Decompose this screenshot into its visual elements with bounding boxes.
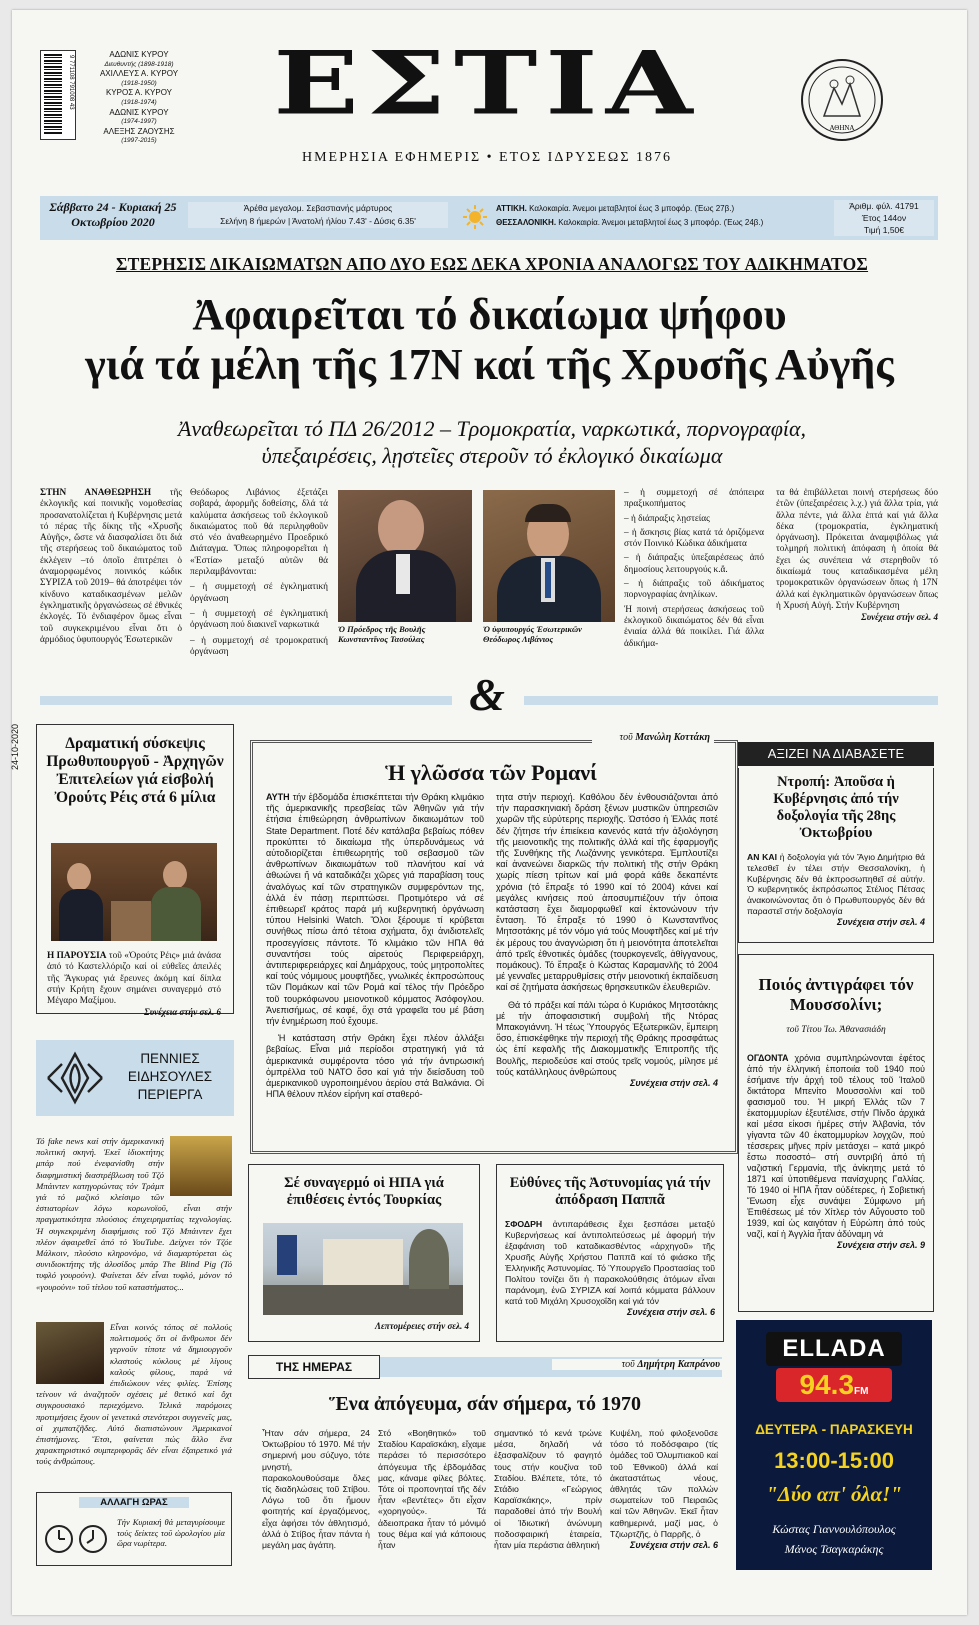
weather-text: Καλοκαιρία. Άνεμοι μεταβλητοί έως 3 μποφόρ. (Έως 27β.) [529, 204, 735, 213]
ad-brand: ELLADA [766, 1332, 902, 1366]
caption-line: Κωνσταντῖνος Τασούλας [338, 634, 425, 644]
date-box [44, 200, 182, 230]
newspaper-page [12, 10, 967, 1615]
drop-lead: Η ΠΑΡΟΥΣΙΑ [47, 951, 107, 961]
drop-lead: ΑΥΤΗ [266, 792, 290, 802]
lead-text: Θεόδωρος Λιβάνιος ἐξετάζει σοβαρά, ἀφορμῆς δοθείσης, δλά τά καλύματα ἀσκήσεως τοῦ ἐκλογικοῦ δικαιώματος ποῦ θά περιληφθοῦν στό νέο ἀναθεωρημένο Προεδρικό Διάταγμα. Ὅπως πληροφορεῖται ἡ «Ἑστία» μεταξύ αὐτῶν θά περιλαμβάνονται: [190, 488, 328, 578]
barcode [40, 50, 76, 140]
time-change-body: Τήν Κυριακή θά μεταγυρίσουμε τούς δείκτες τοῦ ὡρολογίου μία ὥρα νωρίτερα. [117, 1517, 225, 1548]
founder-role: (1918-1950) [121, 79, 157, 87]
pennies-header [36, 1040, 234, 1116]
drop-lead: ΑΝ ΚΑΙ [747, 852, 777, 862]
day-label: ΤΗΣ ΗΜΕΡΑΣ [248, 1355, 380, 1379]
caption-line: Ὁ Πρόεδρος τῆς Βουλῆς [338, 624, 426, 634]
weather-text: Καλοκαιρία. Άνεμοι μεταβλητοί έως 3 μποφόρ. (Έως 24β.) [558, 218, 764, 227]
turkey-headline: Σέ συναγερμό οἱ ΗΠΑ γιά ἐπιθέσεις ἐντός Τουρκίας [284, 1175, 444, 1208]
photo-meeting [51, 843, 217, 941]
must-read-headline: Ντροπή: Ἀποῦσα ἡ Κυβέρνησις ἀπό τήν δοξολογία τῆς 28ης Ὀκτωβρίου [773, 774, 899, 841]
story-text: ἡ δοξολογία γιά τόν Ἅγιο Δημήτριο θά τελεσθεῖ ἐν τέλει στήν Θεσσαλονίκη, ἡ Κυβέρνησις δέν θά ἐκπροσωπηθεῖ σέ αὐτήν. Ὁ κυβερνητικός ἐκπρόσωπος Στέλιος Πέτσας ἀνακοινώνοντας ὅτι ὁ Πρωθυπουργός δέν θά παραστεῖ στήν δοξολογία [747, 852, 926, 916]
founder-name: ΑΔΩΝΙΣ ΚΥΡΟΥ [109, 107, 169, 117]
byline-author: Μανώλη Κοττάκη [635, 732, 710, 743]
date-line: Σάββατο 24 - Κυριακή 25 [49, 200, 177, 214]
ornament-icon [44, 1050, 106, 1106]
story-text: τοῦ «Ὀρούτς Ρέις» μιά ἀνάσα ἀπό τό Καστελλόριζο καί οἱ εὐθεῖες ἀπειλές τῆς Ἄγκυρας γιά ἔρευνες ἀκόμη καί δίπλα στήν Κρήτη ἔχουν σημάνει συναγερμό στό Μέγαρο Μαξίμου. [47, 951, 222, 1007]
lead-list-item: – ἡ ἄσκησις βίας κατά τά ὁριζόμενα στόν Ποινικό Κώδικα ἀδικήματα [624, 527, 764, 550]
founder-4 [84, 108, 194, 127]
weather [496, 202, 826, 230]
day-byline [552, 1359, 724, 1370]
center-column-2 [496, 792, 718, 1089]
photo-livanios-caption [483, 624, 615, 644]
info-bar [40, 196, 938, 240]
pennies-text: Τό fake news καί στήν ἀμερικανική πολιτική σκηνή. Ἐκεῖ ἰδιοκτήτης μπάρ πού ἐνεφανίσθη στήν διαφημιστική διαστρέβλωση τοῦ Τζό Μπάιντεν κατηγορώντας τόν Τράμπ γιά τό μαζικό κλείσιμο τῶν ἑστιατορίων λόγω κορωνοϊοῦ, εἶναι στήν πραγματικότητα πλούσιος ἐπιχειρηματίας τεχνολογίας. Ἡ συγκεκριμένη διαφήμισις τοῦ Τζό Μπάιντεν ἔχει πλέον ἀφαιρεθεῖ ἀπό τό YouTube. Δείχνει τόν Τζόε Μάλκοιν, πλούσιο κληρονόμο, νά διαμαρτύρεται ὡς συνιδιοκτήτης τῆς ἀλυσίδος μπάρ The Blind Pig (Τό τυφλό γουρούνι). Φαίνεται δέν εἶναι τυφλό, μόνον τό «γουρούνι» τοῦ τίτλου τοῦ καταστήματος... [36, 1136, 232, 1292]
drop-lead: ΣΤΗΝ ΑΝΑΘΕΩΡΗΣΗ [40, 488, 152, 498]
founder-1 [84, 50, 194, 69]
story-orouts-headline: Δραματική σύσκεψις Πρωθυπουργοῦ - Ἀρχηγῶν Ἐπιτελείων γιά εἰσβολή Ὀρούτς Ρέις στά 6 μίλια [46, 735, 224, 806]
byline-author: Τίτου Ἰω. Ἀθανασιάδη [801, 1025, 886, 1035]
caption-line: Θεόδωρος Λιβάνιος [483, 634, 554, 644]
weather-label: ΑΤΤΙΚΗ. [496, 204, 527, 213]
photo-consulate [263, 1223, 463, 1315]
founder-2 [84, 69, 194, 88]
founder-name: ΚΥΡΟΣ Α. ΚΥΡΟΥ [105, 88, 173, 98]
story-text: Κυψέλη, πού φιλοξενοῦσε τόσο τό ποδόσφαιρο (τίς ὁμάδες τοῦ Ὀλυμπιακοῦ καί τοῦ Ἐθνικοῦ) ἀλλά καί ἀκαταστάτως νέους, ἀθλητάς τῶν πολλών σωματείων τοῦ Πειραιῶς καί τῶν Ἀθηνῶν. Ἐκεῖ ἦταν καθημερινά, μαζί μας, ὁ Τζιωρτζῆς, ὁ Παρρῆς, ὁ [610, 1428, 718, 1539]
pennies-title-line: ΠΕΝΝΙΕΣ [140, 1051, 200, 1066]
lead-subheadline-2: ὑπεξαιρέσεις, λῃστεῖες στεροῦν τό ἐκλογικό δικαίωμα [261, 443, 723, 468]
seal-icon [800, 58, 884, 142]
day-col-4 [610, 1428, 718, 1551]
issue-price: Τιμή 1,50€ [863, 225, 905, 235]
story-text: τήν ἑβδομάδα ἐπισκέπτεται τήν Θράκη κλιμάκιο τῆς ἀμερικανικῆς πρεσβείας τῶν Ἀθηνῶν γιά τήν ἐτήσια ἐπιθεώρηση ἀνθρωπίνων δικαιωμάτων τοῦ State Department. Ποτέ δέν κατάλαβα βεβαίως πόθεν προκύπτει τό δικαίωμα τῆς ὑπερδυνάμεως νά αὐτοδιορίζεται ἐπιθεωρητής τοῦ σεβασμοῦ τῶν ἀνθρωπίνων δικαιωμάτων τοῦ πλανήτου καί νά ἀθωώνει ἤ νά καταδικάζει χῶρες γιά παραβίαση τους ἀναλόγως καί τῶν στρατηγικῶν συμφερόντων της, ἀλλά ἐν πάσῃ περιπτώσει. Προτιμότερο νά σέ ἐπιθεωρεῖ κράτος παρά μή κυβερνητική ὀργάνωση τύπου Helsinki Watch. Ὅλοι ξέρουμε τί κρύβεται συνήθως πίσω ἀπό τέτοια σχήματα, ὅχι ἀνιδιοτελεῖς προσεγγίσεις πάντοτε. Τό κλιμάκιο τῶν ΗΠΑ θά συναντήσει τούς αἱρετούς Περιφερειάρχη, ἀντιπεριφερειάρχες καί Δημάρχους, τούς μητροπολίτες καί τούς νόμιμους μουφτῆδες, γνωλικές ἐκπροσώπους τῶν Πομάκων καί τῶν Ρομά καί τέλος τήν Πρόεδρο τοῦ τουρκόφωνου μειονοτικοῦ κόμματος Ἀσόφογλου. Ἀνεπισήμως, σέ καφέ, ὅχι στά γραφεῖα του μέ βάση τήν ἐνημέρωση πού ἔχουμε. [266, 792, 484, 1027]
mussolini-box [738, 954, 934, 1312]
center-headline: Ἡ γλῶσσα τῶν Ρομανί [385, 760, 597, 785]
continued-link: Συνέχεια στήν σελ. 4 [837, 916, 925, 927]
byline-author: Δημήτρη Καπράνου [637, 1359, 720, 1370]
weather-label: ΘΕΣΣΑΛΟΝΙΚΗ. [496, 218, 557, 227]
founder-name: ΑΔΩΝΙΣ ΚΥΡΟΥ [109, 50, 169, 59]
byline-prefix: τοῦ [619, 732, 633, 743]
sun-icon [462, 204, 488, 230]
pennies-item-1 [36, 1136, 232, 1293]
lead-text: τῆς ἐκλογικῆς καί ποινικῆς νομοθεσίας προσανατολίζεται ἡ Κυβέρνησις μετά τό πέρας τῆς δίκης τῆς «Χρυσῆς Αὐγῆς», ὥστε νά διασφαλίσει ὅτι διά τῆς στερήσεως τοῦ δικαιώματος τοῦ ἐκλέγειν –τό ὁποῖο ἐπιτρέπει ὁ ἀναμορφωμένος ποινικός κώδικ ΣΥΡΙΖΑ τοῦ 2019– θά ἀποτρέψει τόν κίνδυνο καταδικασμένων μελῶν ἐγκληματικῆς ὀργανώσεως σέ ἐθνικές ἐκλογές. Τό ἐνδιαφέρον ὅμως εἶναι τοῦ συγκεκριμένου εἶναι ὅτι ὁ ἁρμόδιος ὑφυπουργός Ἐσωτερικῶν [40, 488, 182, 645]
lead-list-item: – ἡ διάπραξις λῃστείας [624, 513, 710, 524]
police-box [496, 1164, 724, 1342]
ad-days: ΔΕΥΤΕΡΑ - ΠΑΡΑΣΚΕΥΗ [755, 1422, 913, 1437]
story-orouts-body [47, 951, 221, 1019]
founder-role: (1974-1997) [121, 118, 157, 126]
masthead-subtitle: ΗΜΕΡΗΣΙΑ ΕΦΗΜΕΡΙΣ • ΕΤΟΣ ΙΔΡΥΣΕΩΣ 1876 [302, 150, 672, 165]
lead-list-item: – ἡ συμμετοχή σέ ἐγκληματική ὀργάνωση πού διακινεῖ ναρκωτικά [190, 608, 328, 631]
almanac [188, 202, 448, 228]
ad-fm: FM [854, 1386, 869, 1397]
founder-role: (1918-1974) [121, 98, 157, 106]
lead-list-item: – ἡ διάπραξις ὑπεξαιρέσεως ἀπό δημοσίους λειτουργούς κ.ἄ. [624, 553, 764, 575]
founder-role: (1997-2015) [121, 137, 157, 145]
lead-text: Ἡ ποινή στερήσεως ἀσκήσεως τοῦ ἐκλογικοῦ δικαιώματος δέν θά εἶναι ἑνιαία ἀλλά θά ποικίλει. Γιά ἄλλα ἀδικήμα- [624, 604, 764, 649]
center-column-1 [266, 792, 484, 1100]
lead-column-1 [40, 488, 182, 646]
time-change-box [36, 1492, 232, 1566]
day-col-3: σημαντικό τό κενά τρώνε μέσα, δηλαδή νά ἐξασφαλίζουν τό φαγητό τους στήν κουζίνα τοῦ Σταδίου. Βλέπετε, τότε, τό Στάδιο «Γεώργιος Καραϊσκάκης», πρίν παραδοθεί ἀπό τήν Βουλή οἱ Ἰδιωτική ἀνώνυμη ποδοσφαιρική ἑταιρεία, ἦταν μία περάστια ἀθλητική [494, 1428, 602, 1551]
lead-subheadline-1: Ἀναθεωρεῖται τό ΠΔ 26/2012 – Τρομοκρατία, ναρκωτικά, πορνογραφία, [177, 416, 807, 441]
founder-name: ΑΧΙΛΛΕΥΣ Α. ΚΥΡΟΥ [99, 69, 179, 79]
lead-column-3 [624, 488, 764, 650]
separator-right [524, 696, 938, 705]
story-text: Ἡ κατάσταση στήν Θράκη ἔχει πλέον ἀλλάξει βεβαίως. Εἶναι μιά περίοδοι στρατηγική γιά τά ἀμερικανικά συμφέροντα τόσο γιά τήν ἀντιρωσική ὁμπρέλλα τοῦ ΝΑΤΟ ὅσο καί γιά τήν διείσδυση τοῦ ἀμερικανικοῦ υγροποιημένου ἀερίου στά Βαλκάνια. Οἱ ΗΠΑ θέλουν πλέον εἰρήνη καί σταθερό- [266, 1033, 484, 1100]
continued-link: Συνέχεια στήν σελ. 4 [630, 1078, 718, 1089]
founder-role: Διευθυντής (1898-1918) [104, 60, 174, 68]
lead-list-item: – ἡ συμμετοχή σέ ἀπόπειρα πραξικοπήματος [624, 488, 764, 510]
caption-line: Ὁ ὑφυπουργός Ἐσωτερικῶν [483, 624, 582, 634]
photo-tasoulas [338, 490, 472, 622]
police-body [505, 1219, 715, 1318]
lead-headline-1: Ἀφαιρεῖται τό δικαίωμα ψήφου [192, 290, 787, 339]
continued-link: Συνέχεια στήν σελ. 6 [627, 1307, 715, 1317]
continued-link: Συνέχεια στήν σελ. 4 [861, 612, 938, 623]
ad-frequency [776, 1368, 892, 1402]
founder-name: ΑΛΕΞΗΣ ΖΑΟΥΣΗΣ [103, 126, 175, 136]
founder-3 [84, 88, 194, 107]
weather-attica [496, 202, 826, 216]
issue-year: Έτος 144ον [861, 213, 907, 223]
drop-lead: ΟΓΔΟΝΤΑ [747, 1053, 789, 1063]
pennies-text: Εἶναι κοινός τόπος σέ πολλούς πολιτισμούς ὅτι οἱ ἄνθρωποι δέν γερνοῦν τίποτε νά δημιουργοῦν κλαστούς κύκλους μέ λίγους καλούς φίλους, παρά νά ἐπιδιώκουν νέες φιλίες. Ἐπίσης τείνουν νά ἀναζητοῦν σχέσεις μέ θετικό καί ὄχι συγκρουσιακό περιεχόμενο. Τελικά παρόμοιες προτιμήσεις ἔχουν οἱ γενετικά στενότεροι συγγενεῖς μας, οἱ χιμπατζῆδες. Αὐτό διαπιστώνουν Ἀμερικανοί ἐπιστήμονες. Ἔτσι, φαίνεται πώς ἄλλο ἕνα χαρακτηριστικό συμπεριφορᾶς δέν εἶναι ἐξαιρετικό γιά τούς ἀνθρώπους. [36, 1322, 232, 1467]
date-line: Οκτωβρίου 2020 [71, 215, 155, 229]
lead-column-2 [190, 488, 328, 658]
mussolini-headline: Ποιός ἀντιγράφει τόν Μουσσολίνι; [758, 975, 914, 1014]
lead-text: τα θά ἐπιβάλλεται ποινή στερήσεως δύο ἐτῶν (ὑπεξαιρέσεις λ.χ.) γιά ἄλλα τρία, γιά ἄλλα πέντε, γιά ἄλλα ἑπτά καί γιά ἄλλα δέκα (τρομοκρατία, ἐγκληματική ὀργάνωση). Πρόκειται ἀναμφιβόλως γιά τολμηρή πολιτική ἀπόφαση ἡ ὁποία θά ἔχει ὡς συνέπεια νά στερηθοῦν τό δικαίωμά τους καταδικασμένα μέλη τρομοκρατικῶν ὀργανώσεων ὅπως ἡ 17Ν ἀλλά καί ἐγκληματικῶν ὀργανώσεων ὅπως ἡ Χρυσή Αὐγή. Στήν Κυβέρνηση [776, 488, 938, 611]
issue-number: Άριθμ. φύλ. 41791 [849, 201, 919, 211]
pennies-title-line: ΠΕΡΙΕΡΓΑ [137, 1087, 203, 1102]
barcode-digits: 9 771108 791008 43 [68, 55, 74, 110]
separator-left [40, 696, 452, 705]
ad-hours: 13:00-15:00 [774, 1448, 894, 1473]
day-headline: Ἕνα ἀπόγευμα, σάν σήμερα, τό 1970 [329, 1393, 641, 1415]
drop-lead: ΣΦΟΔΡΗ [505, 1219, 543, 1229]
pennies-item-2 [36, 1322, 232, 1468]
turkey-box [248, 1164, 480, 1342]
center-byline [592, 732, 714, 743]
continued-link: Συνέχεια στήν σελ. 9 [837, 1240, 925, 1250]
ad-host-2: Μάνος Τσαγκαράκης [784, 1542, 884, 1556]
masthead-title: ΕΣΤΙΑ [273, 32, 701, 135]
ampersand: & [469, 669, 505, 720]
must-read-body [747, 852, 925, 928]
lead-list-item: – ἡ συμμετοχή σέ τρομοκρατική ὀργάνωση [190, 635, 328, 657]
ad-freq: 94.3 [799, 1369, 855, 1400]
photo-bar [170, 1136, 232, 1196]
story-orouts-reis [36, 724, 234, 1018]
founders-list [84, 50, 194, 146]
lead-list-item: – ἡ διάπραξις τοῦ ἀδικήματος πορνογραφίας ἀνηλίκων. [624, 579, 764, 601]
day-col-1: Ἦταν σάν σήμερα, 24 Ὀκτωβρίου τό 1970. Μέ τήν σημερινή μου σύζυγο, τότε μνηστή, παρακολουθούσαμε ὅλες τίς διαδηλώσεις τοῦ Στίβου. Λόγω τοῦ ὅτι ἤμουν φοιτητής καί ἐργαζόμενος, εἶχα ἀφήσει τόν ἀθλητισμό, ἀλλά ὁ Στίβος ἦταν πάντα ἡ μεγάλη μας ἀγάπη. [262, 1428, 370, 1551]
continued-link: Συνέχεια στήν σελ. 6 [630, 1540, 718, 1551]
mussolini-body [747, 1053, 925, 1251]
issue-info [834, 200, 934, 236]
founder-5 [84, 127, 194, 146]
lead-headline-2: γιά τά μέλη τῆς 17Ν καί τῆς Χρυσῆς Αὐγῆς [85, 340, 894, 389]
story-text: Θά τό πράξει καί πάλι τώρα ὁ Κυριάκος Μητσοτάκης μέ τήν ἀποφασιστική συμβολή τῆς Ντόρας Μπακογιάννη. Ἡ τέως Ὑπουργός Ἐξωτερικῶν, ἔμπειρη ὅσο, ἐπισκέφθηκε τήν περιοχή τῆς Θράκης προσφάτως ὡς ἐπί κεφαλῆς τῆς Διακομματικῆς Ἐπιτροπῆς τῆς Βουλῆς, περιοδεύσε καί στούς τρεῖς νομούς, μίλησε μέ τούς κατάλληλους ἀνθρώπους [496, 999, 718, 1077]
time-change-title: ΑΛΛΑΓΗ ΩΡΑΣ [79, 1497, 189, 1508]
clock-icon [43, 1517, 113, 1557]
turkey-continued: Λεπτομέρειες στήν σελ. 4 [374, 1321, 469, 1331]
byline-prefix: τοῦ [621, 1359, 635, 1370]
must-read-label: ΑΞΙΖΕΙ ΝΑ ΔΙΑΒΑΣΕΤΕ [738, 742, 934, 766]
mussolini-byline [739, 1025, 933, 1035]
side-date: 24-10-2020 [10, 723, 20, 770]
byline-prefix: τοῦ [786, 1025, 799, 1035]
day-col-2: Στό «Βοηθητικό» τοῦ Σταδίου Καραϊσκάκη, εἴχαμε περάσει τό περισσότερο ἀπόγευμα τῆς ἑβδομάδας μας, κάναμε φίλες βόλτες. Τότε οἱ προπονηταί τῆς δέν ἦταν «βεντέτες» ὅτι εἶχαν «χορηγούς». Τά ἀδειοπρακα ἦταν τό μόνιμό τους θέμα καί γιά κάποιους ἦταν [378, 1428, 486, 1551]
must-read-box [738, 768, 934, 943]
story-text: ἀντιπαράθεσις ἔχει ξεσπάσει μεταξύ Κυβερνήσεως καί ἀντιπολιτεύσεως μέ ἀφορμή τήν ἐξαφάνιση τοῦ καταδικασθέντος «ἀρχηγοῦ» τῆς Χρυσῆς Αὐγῆς Χρήστου Παππᾶ καί τό φιάσκο τῆς Ἑλληνικῆς Ἀστυνομίας. Τό Ὑπουργεῖο Προστασίας τοῦ Πολίτου τονίζει ὅτι ἡ παρακολούθησις ἀτόμων εἶναι παράνομη, ἐνῶ ΣΥΡΙΖΑ καί λοιπά κόμματα βάλλουν κατά τοῦ Μιχάλη Χρυσοχοΐδη καί γιά τόν [505, 1219, 716, 1306]
sun-moon-text: Σελήνη 8 ήμερών | Άνατολή ήλίου 7.43' - Δύσις 6.35' [220, 216, 416, 226]
ad-host-1: Κώστας Γιαννουλόπουλος [772, 1522, 896, 1536]
photo-tasoulas-caption [338, 624, 472, 644]
day-story-box [248, 1384, 722, 1564]
police-headline: Εὐθύνες τῆς Ἀστυνομίας γιά τήν ἀπόδραση Παππᾶ [509, 1175, 711, 1208]
story-text: τητα στήν περιοχή. Καθόλου δέν ἐνθουσιάζονται ἀπό τήν παρασκηνιακή δράση ξένων μυστικῶν ὑπηρεσιῶν χωρῶν τῆς εὐρύτερης περιοχῆς. Ὡστόσο ἡ Ἑλλάς ποτέ δέν ζήτησε τήν ἐπιείκεια κανενός κατά τήν ἀξιολόγηση τῆς μειονοτικῆς της πολιτικῆς ἀλλά καί τῆς ἐφαρμογῆς τῆς Συνθήκης τῆς Λωζάννης γενικότερα. Ἐμπλουτίζει καί ἀνανεώνει διαρκῶς τήν πολιτική τῆς στήν Θράκη χωρίς πίεση τρίτων καί μιά φορά κάθε δεκαπέντε χρόνια (τό ἔπραξε τό 1990 καί τό 2004) κάνει καί μεγάλες κινήσεις πού ἀποσυμπιέζουν τήν ὁποια κατάσταση ἔχει διαμορφωθεῖ καί ἐκτονώνουν τήν ἔνταση. Τό ἔπραξε τό 1990 ὁ Κωνσταντῖνος Μητσοτάκης μέ τόν νόμο γιά τούς Μουφτῆδες καί μέ τήν ἐκ μέρους του ἀναγνώριση ὅτι ἡ μειονότητα ἀποτελεῖται ἀπό τρεῖς ἐθνοτικές ὁμάδες (τουρκογενεῖς, ἀθίγγανους, πομάκους). Τό ἔπραξε ὁ Κώστας Καραμανλῆς τό 2004 μέ γενναῖες μεταρρυθμίσεις στήν μειονοτική ἐκπαίδευση καί σέ ζητήματα ἀσκήσεως θρησκευτικῶν ἐλευθεριῶν. [496, 792, 718, 993]
photo-chimps [36, 1322, 104, 1384]
radio-ad[interactable] [736, 1320, 932, 1570]
photo-livanios [483, 490, 615, 622]
seal-text: ΑΘΗΝΑ [829, 124, 855, 132]
saints-text: Άρέθα μεγαλομ. Σεβαστιανής μάρτυρος [243, 203, 393, 213]
lead-list-item: – ἡ συμμετοχή σέ ἐγκληματική ὀργάνωση [190, 582, 328, 604]
continued-link: Συνέχεια στήν σελ. 6 [144, 1007, 221, 1018]
weather-thessaloniki [496, 216, 826, 230]
story-text: χρόνια συμπληρώνονται ἐφέτος ἀπό τήν ἑλληνική ἐποποιία τοῦ 1940 πού ἐσήμανε τήν ἀρχή τοῦ τέλους τοῦ Ἰταλοῦ δικτάτορα Μπενίτο Μουσσολίνι καί τοῦ φασισμοῦ του. Ἡ μικρή Ἑλλάς τῶν 7 ἑκατομμυρίων ἐξευτέλισε, στήν Πίνδο ἀρχικά καί μέσα εἰκοσι ἡμέρες στήν Ἀλβανία, τόν γίγαντα τῶν 40 ἑκατομμυρίων λογχῶν, πού τέσσερεις μῆνες πρίν μετάσχει – κατά μικρό ἔστω ποσοστό– στή συντριβή ἀπό τή ναζιστική Γερμανία, τῆς ἀνίκητης μετά τό 1871 καί ὑποτιθέμενα πανίσχυρης Γαλλίας. Τό 1940 οἱ ΗΠΑ ἦταν οὐδέτερες, ἡ Σοβιετική Ἕνωση εἶχε συνάψει Σύμφωνο μή Ἐπιθέσεως μέ τόν Χίτλερ τόν Αὔγουστο τοῦ 1939, καί ὡς καιγόταν ἡ Εὐρώπη ἀπό τούς ναζί, καί ἡ Ἀγγλία ἦταν ἀδύναμη νά [747, 1053, 925, 1239]
ad-show: "Δύο απ' όλα!" [766, 1482, 902, 1506]
lead-column-4 [776, 488, 938, 624]
pennies-title-line: ΕΙΔΗΣΟΥΛΕΣ [127, 1069, 213, 1084]
pennies-title [110, 1050, 230, 1104]
lead-kicker: ΣΤΕΡΗΣΙΣ ΔΙΚΑΙΩΜΑΤΩΝ ΑΠΟ ΔΥΟ ΕΩΣ ΔΕΚΑ ΧΡΟΝΙΑ ΑΝΑΛΟΓΩΣ ΤΟΥ ΑΔΙΚΗΜΑΤΟΣ [115, 254, 869, 274]
